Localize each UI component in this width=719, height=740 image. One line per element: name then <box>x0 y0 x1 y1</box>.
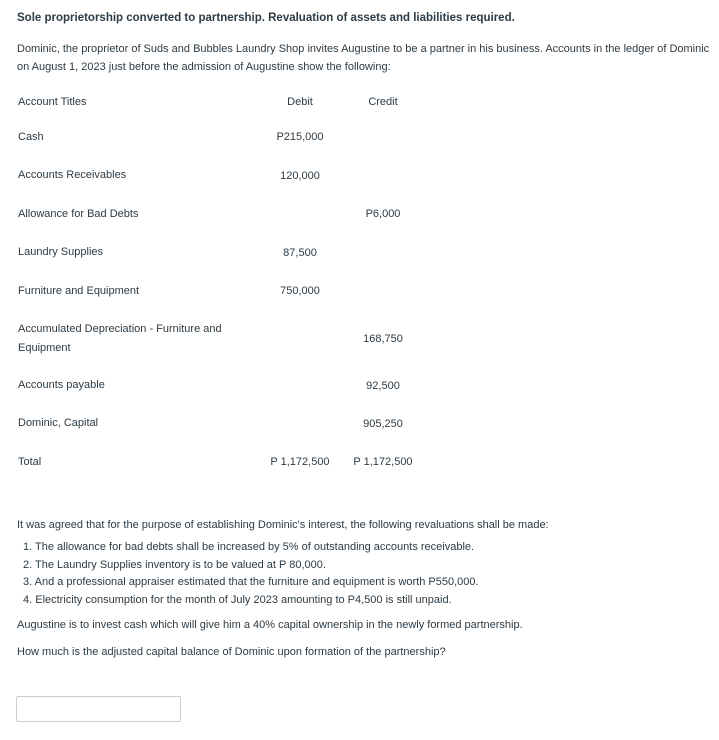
credit-value: 168,750 <box>363 332 403 345</box>
ledger-total-row <box>17 443 424 482</box>
ledger-row <box>17 234 424 273</box>
credit-value <box>342 157 424 196</box>
account-title: Dominic, Capital <box>18 417 99 430</box>
account-title: Accounts Receivables <box>18 169 127 182</box>
revaluation-section <box>17 519 712 661</box>
credit-value <box>342 272 424 311</box>
debit-value <box>258 405 342 444</box>
account-title: Allowance for Bad Debts <box>18 207 139 220</box>
debit-total: P 1,172,500 <box>270 456 330 469</box>
header-account-titles: Account Titles <box>18 95 87 108</box>
account-title: Accumulated Depreciation - Furniture and Equipment <box>18 322 222 354</box>
revaluation-item: 1. The allowance for bad debts shall be increased by 5% of outstanding accounts receivable. <box>23 541 475 553</box>
revaluation-item: 4. Electricity consumption for the month of July 2023 amounting to P4,500 is still unpaid. <box>23 593 452 606</box>
account-title: Cash <box>18 130 44 143</box>
ledger-row <box>17 272 424 311</box>
debit-value: 120,000 <box>280 169 320 182</box>
debit-value: P215,000 <box>276 131 324 144</box>
answer-input[interactable] <box>16 696 181 722</box>
debit-value <box>258 311 342 367</box>
ledger-row <box>17 367 424 405</box>
problem-intro: Dominic, the proprietor of Suds and Bubbles Laundry Shop invites Augustine to be a partner in his business. Accounts in the ledger of Dominic on August 1, 2023 just before the admission of Augustine show the following: <box>17 43 710 73</box>
ledger-row <box>17 311 424 367</box>
credit-value: 92,500 <box>366 379 400 392</box>
investment-statement: Augustine is to invest cash which will give him a 40% capital ownership in the newly formed partnership. <box>17 619 523 631</box>
credit-value <box>342 234 424 273</box>
ledger-row <box>17 118 424 157</box>
debit-value: 750,000 <box>280 285 320 298</box>
revaluation-intro: It was agreed that for the purpose of establishing Dominic's interest, the following revaluations shall be made: <box>17 519 549 531</box>
header-credit: Credit <box>368 96 398 108</box>
ledger-table <box>17 86 424 482</box>
account-title: Furniture and Equipment <box>18 284 140 297</box>
account-title: Accounts payable <box>18 379 105 391</box>
account-title: Laundry Supplies <box>18 246 104 259</box>
question-text: How much is the adjusted capital balance of Dominic upon formation of the partnership? <box>17 646 446 658</box>
account-title: Total <box>18 455 42 468</box>
credit-value: 905,250 <box>363 417 403 430</box>
ledger-row <box>17 157 424 196</box>
credit-value <box>342 118 424 157</box>
ledger-row <box>17 195 424 234</box>
problem-title: Sole proprietorship converted to partnership. Revaluation of assets and liabilities required. <box>17 12 515 24</box>
revaluation-item: 3. And a professional appraiser estimated that the furniture and equipment is worth P550,000. <box>23 576 479 588</box>
debit-value <box>258 195 342 234</box>
ledger-row <box>17 405 424 444</box>
credit-total: P 1,172,500 <box>353 456 413 469</box>
debit-value <box>258 367 342 405</box>
ledger-header-row <box>17 86 424 118</box>
revaluation-list <box>17 539 712 609</box>
credit-value: P6,000 <box>365 208 401 221</box>
header-debit: Debit <box>287 96 313 108</box>
revaluation-item: 2. The Laundry Supplies inventory is to be valued at P 80,000. <box>23 558 326 571</box>
debit-value: 87,500 <box>283 246 317 259</box>
